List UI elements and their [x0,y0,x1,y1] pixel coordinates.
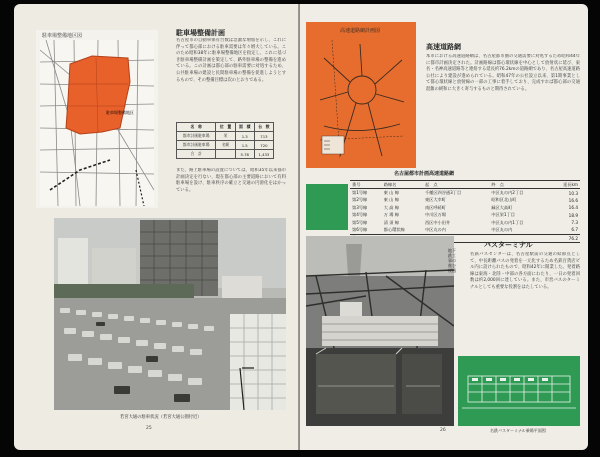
left-page-number: 25 [146,426,152,431]
table-cell: 18.9 [568,212,578,218]
terminal-plan-caption: 名鉄バスターミナル乗場平面図 [490,428,546,433]
table-cell: 栄 [216,132,235,141]
table-cell: 720 [254,141,273,150]
table-row [177,132,274,141]
network-map-title: 高速道路網計画図 [340,28,381,34]
table-cell: 中川区万場 [424,212,446,218]
parking-plan-table [176,122,274,159]
table-header: 台 数 [254,123,273,132]
table-header: 名 称 [177,123,216,132]
table-cell: 緑区大高町 [491,204,513,210]
table-header: 延長km [549,181,580,189]
expressway-network-map [306,22,416,168]
table-cell: 1,433 [254,150,273,159]
table-row [350,197,580,204]
bus-terminal-heading: バスターミナル [484,241,533,249]
street-map-graphic [40,40,154,206]
table-row [350,189,580,197]
table-cell: 中区栄1丁目 [491,212,515,218]
table-header: 番号 [350,181,382,189]
bus-terminal-plan [458,356,580,426]
construction-photo [306,236,454,426]
table-cell: 東区大幸町 [424,197,446,203]
terminal-floor-plan-graphic [462,362,576,420]
table-cell: 76.2 [549,234,580,242]
expressway-text: 本市における高速道路網は、名古屋都市圏の交通需要に対処するため昭和44年に都市計画決定された。計画路線は都心環状線を中心として放射状に延び、東名・名神高速道路等と連絡する延長約76.2kmの道路網であり、名古屋高速道路公社により建設が進められている。昭和47年の公社設立以来、第1期事業として都心環状線と放射線の一部の工事に着手しており、完成すれば都心部の交通混雑の緩和に大きく寄与するものと期待されている。 [426,54,580,92]
table-cell: 10.3 [568,190,578,196]
bus-terminal-text: 名鉄バスセンターは、名古屋駅前の交通の結節点として、中長距離バスの発着を一元化するため名鉄百貨店ビル内に設けられたもので、昭和42年に開業した。発着路線は東海・北陸・中部の各方面にわたり、一日の発着回数は約2,000回に達している。また、市営バスのターミナルとしても重要な役割をはたしている。 [470,252,580,290]
parking-plan-heading: 駐車場整備計画 [176,29,225,37]
table-cell: 合 計 [177,150,216,159]
table-header: 面 積 [235,123,254,132]
right-photo-caption: 地下鉄工事の進む桜通 [448,248,456,273]
table-cell: 都市計画駐車場 [177,141,216,150]
table-cell: 5.76 [235,150,254,159]
table-header: 路線名 [382,181,423,189]
table-cell: 都心環状線 [383,226,405,232]
table-header: 終 点 [489,181,548,189]
parking-plan-text: 名古屋市の自動車保有台数は急激な増加を示し、これに伴って都心部における駐車需要は年々増大している。このため昭和38年に駐車場整備地区を指定し、これに基づき駐車場整備計画を策定して、路外駐車場の整備を進めている。この計画は都心部の駐車需要に対処するため、公共駐車場の建設と民間駐車場の整備を促進しようとするもので、その整備目標は次のとおりである。 [176,38,286,83]
table-cell: 東 山 線 [383,190,399,196]
table-row [350,212,580,219]
table-cell: 第2号線 [352,197,368,203]
table-cell: 第1号線 [352,190,368,196]
table-cell: 16.4 [568,205,578,211]
table-cell: 万 場 線 [383,212,399,218]
table-cell: 西区中小田井 [424,219,451,225]
district-area [66,56,130,134]
parking-lot-photo [54,218,286,410]
expressway-route-table [350,180,580,243]
expressway-heading: 高速道路網 [426,43,461,51]
right-page-number: 26 [440,428,446,433]
table-cell: 昭和区北山町 [491,197,517,203]
table-row [350,204,580,211]
district-map-title: 駐車場整備地区図 [42,33,83,39]
table-cell: 第5号線 [352,219,368,225]
table-cell: 16.6 [568,197,578,203]
district-map-label: 駐車場整備地区 [106,110,134,115]
street-parking-text: また、路上駐車場の設置については、昭和35年以来都市計画決定を行ない、現在都心部の主要道路において有料駐車場を設け、駐車秩序の確立と交通の円滑化をはかっている。 [176,168,286,193]
table-cell: 東 山 線 [383,197,399,203]
table-cell: 中区丸の内2丁目 [491,190,524,196]
route-table-title: 名古屋都市計画高速道路網 [394,171,455,177]
table-cell: 名駅 [216,141,235,150]
table-cell: 第3号線 [352,204,368,210]
table-row [350,219,580,226]
table-cell: 中区丸の内1丁目 [491,219,524,225]
table-cell: 清 須 線 [383,219,399,225]
table-cell: 第4号線 [352,212,368,218]
table-row [350,226,580,234]
table-cell: 都市計画駐車場 [177,132,216,141]
table-row [177,141,274,150]
table-cell: 713 [254,132,273,141]
parking-district-map [36,30,158,208]
green-accent-block [306,184,348,230]
table-cell: 中区丸の内 [491,226,513,232]
table-header: 起 点 [423,181,489,189]
table-cell: 南区呼続町 [424,204,446,210]
table-cell: 大 高 線 [383,204,399,210]
table-cell [216,150,235,159]
table-row [177,150,274,159]
left-photo-caption: 若宮大通の駐車状況（若宮大通公園付近） [120,415,202,420]
table-cell: 1.3 [235,132,254,141]
table-cell: 6.7 [571,227,578,233]
table-cell: 1.5 [235,141,254,150]
expressway-map-graphic [320,40,404,158]
table-cell: 7.3 [571,220,578,226]
table-cell: 千種区四谷通3丁目 [424,190,462,196]
table-header: 位 置 [216,123,235,132]
table-cell: 第6号線 [352,226,368,232]
table-cell: 中区丸の内 [424,226,446,232]
